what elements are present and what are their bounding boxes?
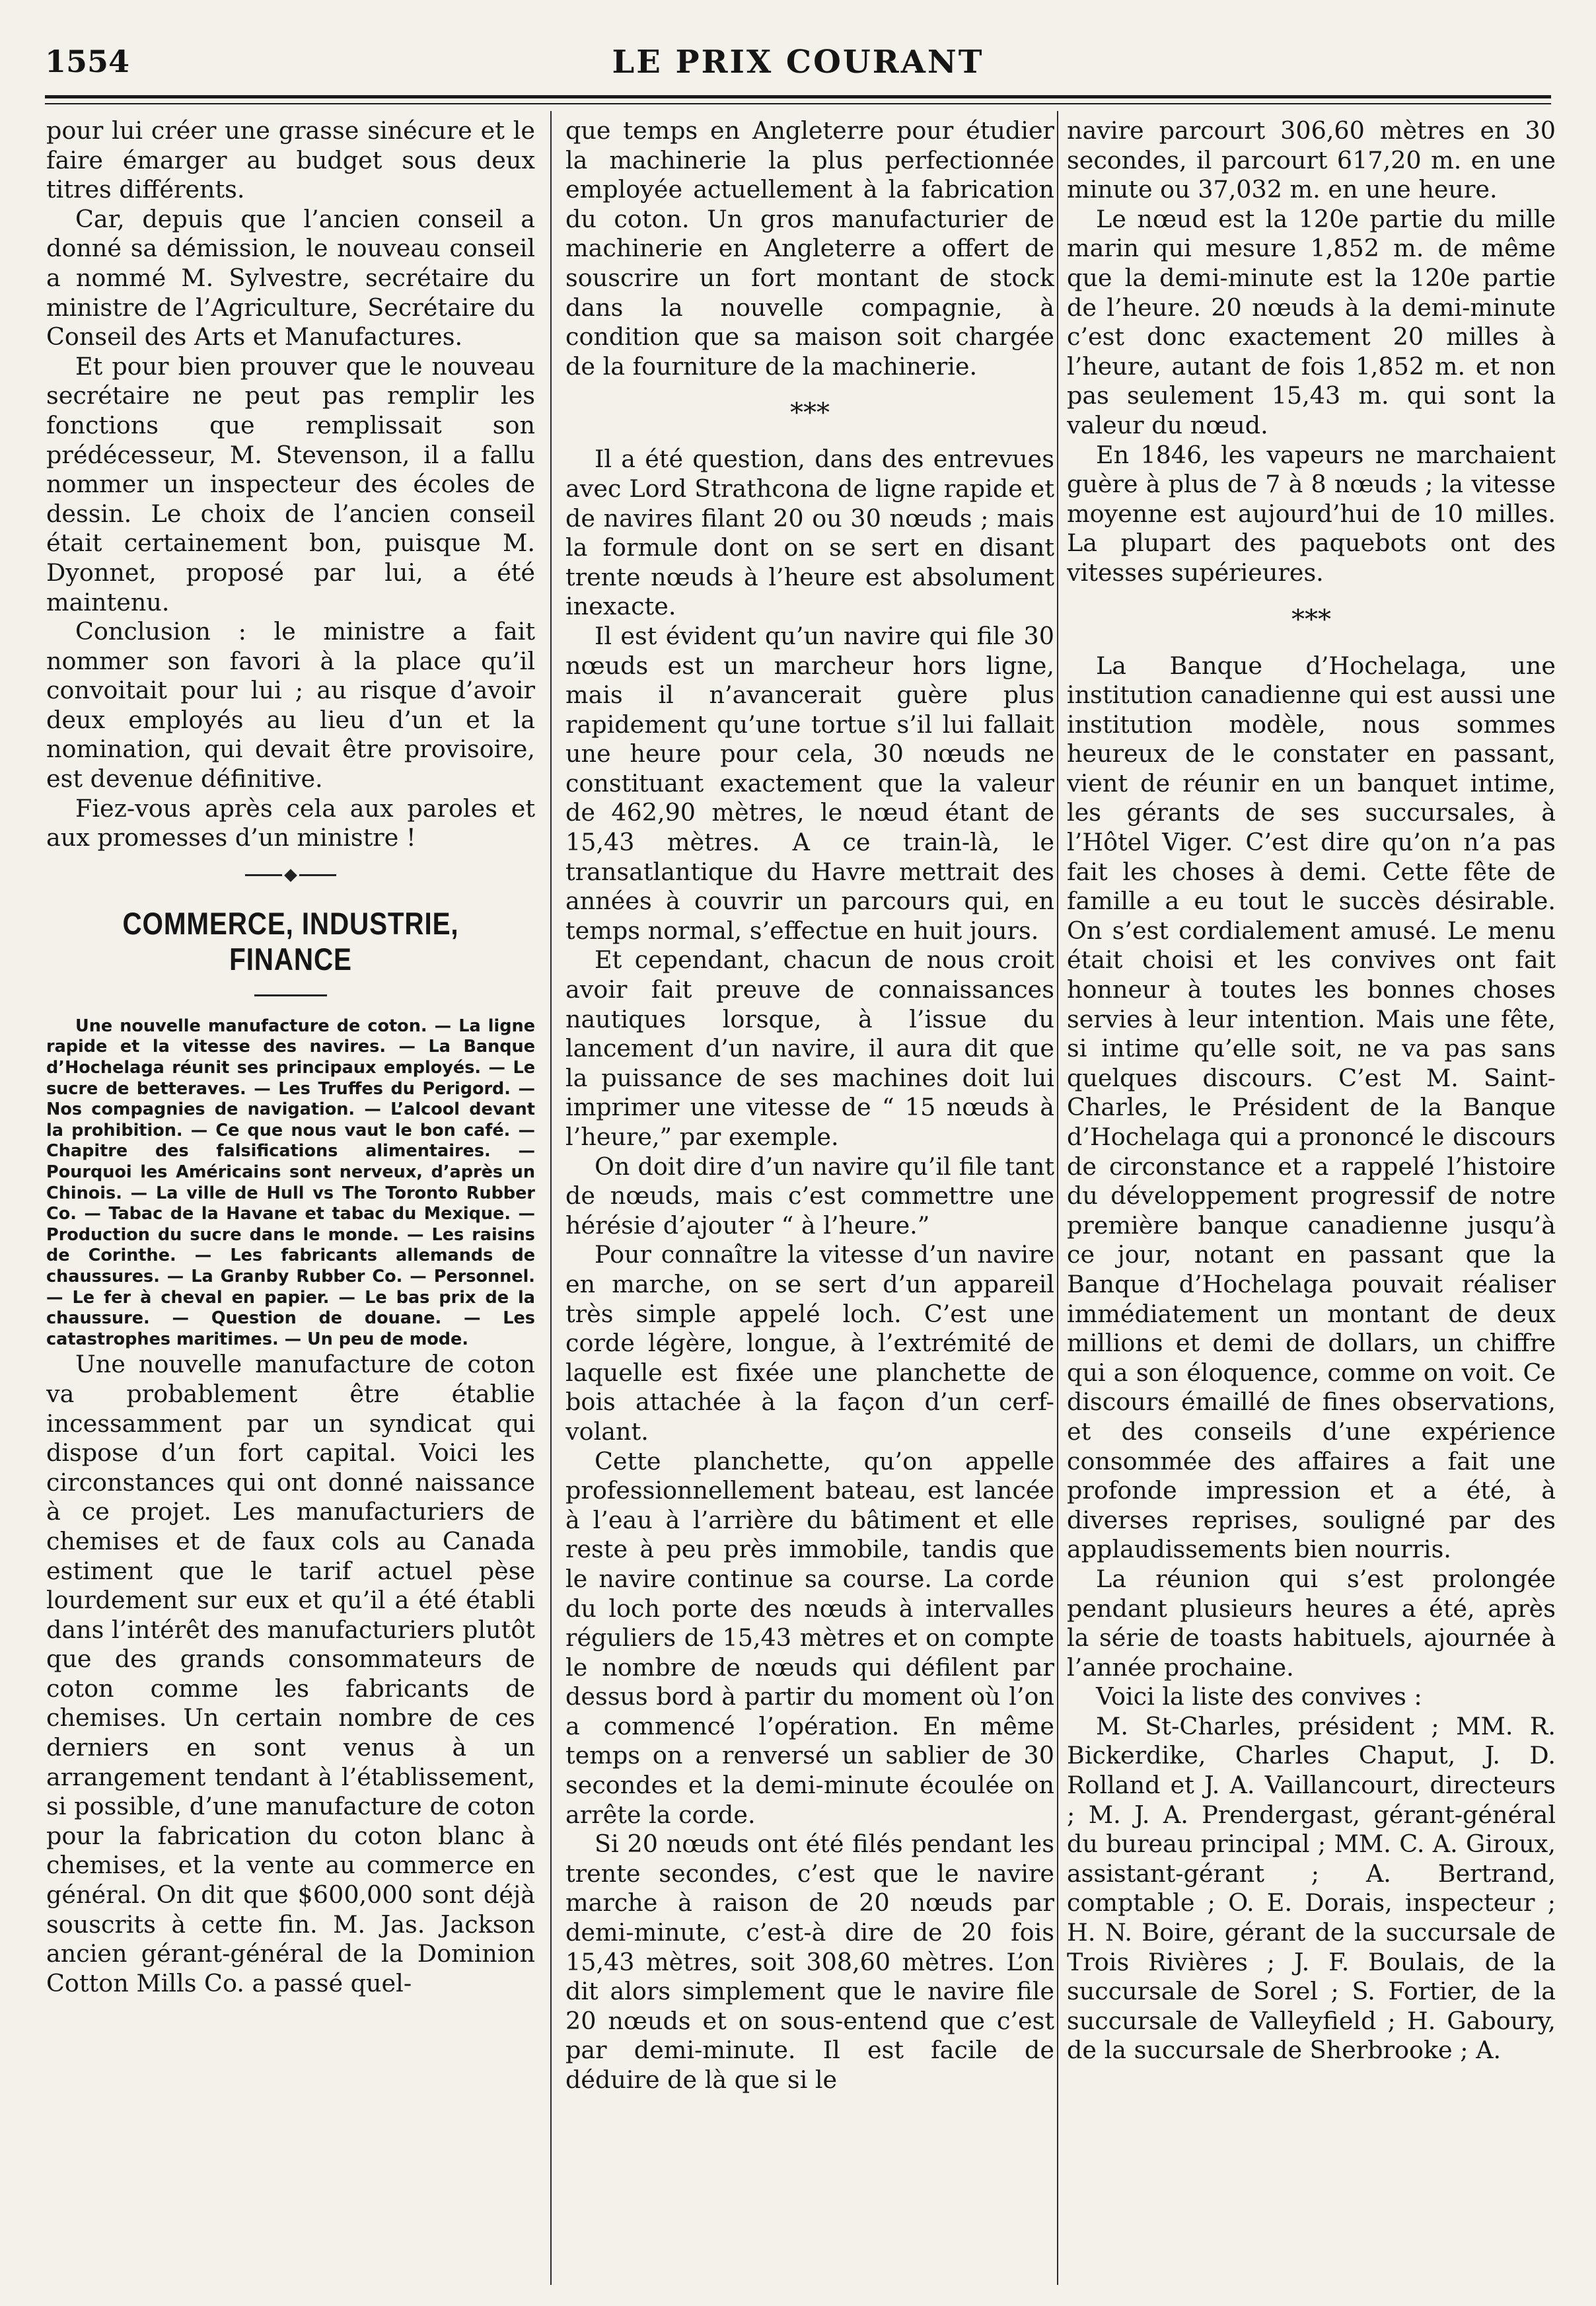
section-rule [254,994,327,996]
asterism: *** [1291,604,1331,635]
paragraph: Voici la liste des convives : [1096,1682,1422,1711]
paragraph: Conclusion : le ministre a fait nommer son favori à la place qu’il convoitait pour lui ; au risque d’avoir deux employés au lieu d’un et la nomination, qui devait être provisoire, est devenue définitive. [46,617,535,794]
paragraph: navire parcourt 306,60 mètres en 30 secondes, il parcourt 617,20 m. en une minute ou 37,032 m. en une heure. [1067,116,1556,204]
column-2 [565,116,1054,2297]
paragraph: Il a été question, dans des entrevues avec Lord Strathcona de ligne rapide et de navires filant 20 ou 30 nœuds ; mais la formule dont on se sert en disant trente nœuds à l’heure est absolument inexacte. [565,445,1054,621]
header-rule [45,95,1551,98]
section-ornament [46,858,535,893]
header-rule-thin [45,103,1551,104]
column-3 [1067,116,1556,2297]
paragraph: En 1846, les vapeurs ne marchaient guère à plus de 7 à 8 nœuds ; la vitesse moyenne est aujourd’hui de 10 milles. La plupart des paquebots ont des vitesses supérieures. [1067,440,1556,587]
paragraph: Fiez-vous après cela aux paroles et aux promesses d’un ministre ! [46,794,535,852]
paragraph: Il est évident qu’un navire qui file 30 nœuds est un marcheur hors ligne, mais il n’avancerait guère plus rapidement qu’une tortue s’il lui fallait une heure pour cela, 30 nœuds ne constituant exactement que la valeur de 462,90 mètres, le nœud étant de 15,43 mètres. A ce train-là, le transatlantique du Havre mettrait des années à couvrir un parcours qui, en temps normal, s’effectue en huit jours. [565,621,1054,945]
ornament-line [299,874,336,876]
paragraph: M. St-Charles, président ; MM. R. Bickerdike, Charles Chaput, J. D. Rolland et J. A. Vaillancourt, directeurs ; M. J. A. Prendergast, gérant-général du bureau principal ; MM. C. A. Giroux, assistant-gérant ; A. Bertrand, comptable ; O. E. Dorais, inspecteur ; H. N. Boire, gérant de la succursale de Trois Rivières ; J. F. Boulais, de la succursale de Sorel ; S. Fortier, de la succursale de Valleyfield ; H. Gaboury, de la succursale de Sherbrooke ; A. [1067,1711,1556,2065]
paragraph: La Banque d’Hochelaga, une institution canadienne qui est aussi une institution modèle, nous sommes heureux de le constater en passant, vient de réunir en un banquet intime, les gérants de ses succursales, à l’Hôtel Viger. C’est dire qu’on n’a pas fait les choses à demi. Cette fête de famille a eu tout le succès désirable. On s’est cordialement amusé. Le menu était choisi et les convives ont fait honneur à toutes les bonnes choses servies à leur intention. Mais une fête, si intime qu’elle soit, ne va pas sans quelques discours. C’est M. Saint-Charles, le Président de la Banque d’Hochelaga qui a prononcé le discours de circonstance et a rappelé l’histoire du développement progressif de notre première banque canadienne jusqu’à ce jour, notant en passant que la Banque d’Hochelaga pouvait réaliser immédiatement un montant de deux millions et demi de dollars, un chiffre qui a son éloquence, comme on voit. Ce discours émaillé de fines observations, et des conseils d’une expérience consommée des affaires a fait une profonde impression et a été, à diverses reprises, souligné par des applaudissements bien nourris. [1067,651,1556,1564]
ornament-line [245,874,282,876]
paragraph: que temps en Angleterre pour étudier la machinerie la plus perfectionnée employée actuellement à la fabrication du coton. Un gros manufacturier de machinerie en Angleterre a offert de souscrire un fort montant de stock dans la nouvelle compagnie, à condition que sa maison soit chargée de la fourniture de la machinerie. [565,116,1054,381]
page-number: 1554 [45,44,130,79]
column-1 [46,116,535,2297]
paragraph: Le nœud est la 120e partie du mille marin qui mesure 1,852 m. de même que la demi-minute est la 120e partie de l’heure. 20 nœuds à la demi-minute c’est donc exactement 20 milles à l’heure, autant de fois 1,852 m. et non pas seulement 15,43 m. qui sont la valeur du nœud. [1067,204,1556,439]
paragraph: Une nouvelle manufacture de coton va probablement être établie incessamment par un syndicat qui dispose d’un fort capital. Voici les circonstances qui ont donné naissance à ce projet. Les manufacturiers de chemises et de faux cols au Canada estiment que le tarif actuel pèse lourdement sur eux et qu’il a été établi dans l’intérêt des manufacturiers plutôt que des grands consommateurs de coton comme les fabricants de chemises. Un certain nombre de ces derniers en sont venus à un arrangement tendant à l’établissement, si possible, d’une manufacture de coton pour la fabrication du coton blanc à chemises, et la vente au commerce en général. On dit que $600,000 sont déjà souscrits à cette fin. M. Jas. Jackson ancien gérant-général de la Dominion Cotton Mills Co. a passé quel- [46,1350,535,1997]
section-title-line-2: FINANCE [229,941,352,977]
paragraph: On doit dire d’un navire qu’il file tant de nœuds, mais c’est commettre une hérésie d’ajouter “ à l’heure.” [565,1152,1054,1240]
journal-title: LE PRIX COURANT [612,44,984,81]
asterism: *** [790,398,830,429]
paragraph: Car, depuis que l’ancien conseil a donné sa démission, le nouveau conseil a nommé M. Sylvestre, secrétaire du ministre de l’Agriculture, Secrétaire du Conseil des Arts et Manufactures. [46,204,535,352]
paragraph: Si 20 nœuds ont été filés pendant les trente secondes, c’est que le navire marche à raison de 20 nœuds par demi-minute, c’est-à dire de 20 fois 15,43 mètres, soit 308,60 mètres. L’on dit alors simplement que le navire file 20 nœuds et on sous-entend que c’est par demi-minute. Il est facile de déduire de là que si le [565,1830,1054,2094]
paragraph: pour lui créer une grasse sinécure et le faire émarger au budget sous deux titres différents. [46,116,535,204]
paragraph: La réunion qui s’est prolongée pendant plusieurs heures a été, après la série de toasts habituels, ajournée à l’année prochaine. [1067,1564,1556,1682]
paragraph: Pour connaître la vitesse d’un navire en marche, on se sert d’un appareil très simple appelé loch. C’est une corde légère, longue, à l’extrémité de laquelle est fixée une planchette de bois attachée à la façon d’un cerf-volant. [565,1240,1054,1446]
section-summary: Une nouvelle manufacture de coton. — La ligne rapide et la vitesse des navires. — La Banque d’Hochelaga réunit ses principaux employés. — Le sucre de betteraves. — Les Truffes du Perigord. — Nos compagnies de navigation. — L’alcool devant la prohibition. — Ce que nous vaut le bon café. — Chapitre des falsifications alimentaires. — Pourquoi les Américains sont nerveux, d’après un Chinois. — La ville de Hull vs The Toronto Rubber Co. — Tabac de la Havane et tabac du Mexique. — Production du sucre dans le monde. — Les raisins de Corinthe. — Les fabricants allemands de chaussures. — La Granby Rubber Co. — Personnel. — Le fer à cheval en papier. — Le bas prix de la chaussure. — Question de douane. — Les catastrophes maritimes. — Un peu de mode. [46,1016,535,1349]
paragraph: Et pour bien prouver que le nouveau secrétaire ne peut pas remplir les fonctions que remplissait son prédécesseur, M. Stevenson, il a fallu nommer un inspecteur des écoles de dessin. Le choix de l’ancien conseil était certainement bon, puisque M. Dyonnet, proposé par lui, a été maintenu. [46,352,535,616]
paragraph: Cette planchette, qu’on appelle professionnellement bateau, est lancée à l’eau à l’arrière du bâtiment et elle reste à peu près immobile, tandis que le navire continue sa course. La corde du loch porte des nœuds à intervalles réguliers de 15,43 mètres et on compte le nombre de nœuds qui défilent par dessus bord à partir du moment où l’on a commencé l’opération. En même temps on a renversé un sablier de 30 secondes et la demi-minute écoulée on arrête la corde. [565,1446,1054,1829]
column-divider-1 [550,111,552,2285]
paragraph: Et cependant, chacun de nous croit avoir fait preuve de connaissances nautiques lorsque, à l’issue du lancement d’un navire, il aura dit que la puissance de ses machines doit lui imprimer une vitesse de “ 15 nœuds à l’heure,” par exemple. [565,946,1054,1151]
column-divider-2 [1057,111,1058,2285]
ornament-diamond [284,869,297,882]
section-title-line-1: COMMERCE, INDUSTRIE, [122,905,459,941]
page-header [45,44,1551,90]
